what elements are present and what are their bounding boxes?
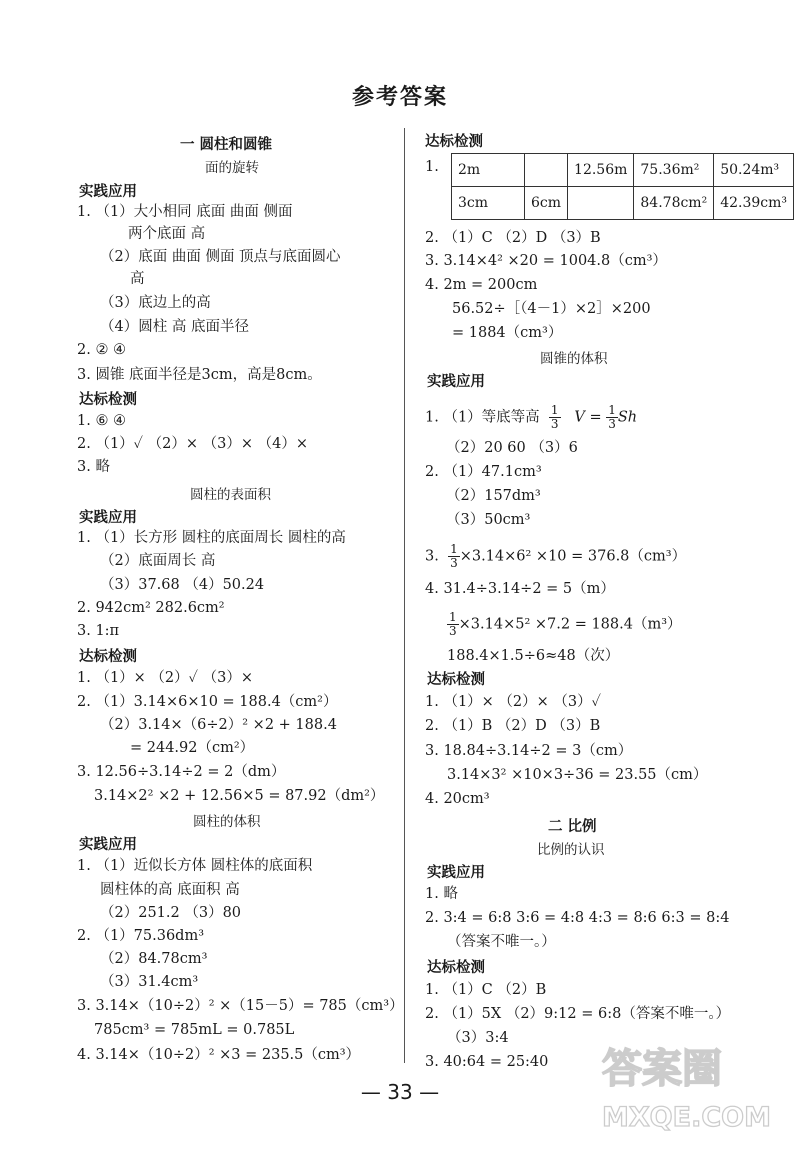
subsection-heading: 圆柱的表面积 (190, 487, 271, 503)
answer-text: ×3.14×6² ×10 = 376.8（cm³） (459, 548, 687, 565)
answer-line: 1. （1）大小相同 底面 曲面 侧面 (77, 204, 293, 220)
numerator: 1 (450, 542, 458, 556)
answer-line: （3）3:4 (447, 1030, 509, 1046)
section-heading: 实践应用 (427, 374, 485, 390)
numerator: 1 (550, 403, 559, 417)
answer-number: 3. (425, 548, 439, 565)
answer-line: 3. 圆锥 底面半径是3cm，高是8cm。 (77, 367, 322, 383)
section-heading: 实践应用 (427, 865, 485, 881)
subsection-heading: 圆锥的体积 (540, 351, 608, 367)
page-number: — 33 — (360, 1080, 440, 1104)
answer-line: 1. （1）长方形 圆柱的底面周长 圆柱的高 (77, 530, 346, 546)
answer-line: 1. （1）近似长方体 圆柱体的底面积 (77, 858, 313, 874)
answer-line: （3）50cm³ (446, 512, 531, 528)
table-cell: 50.24m³ (714, 154, 794, 187)
answer-line: 3. 略 (77, 459, 110, 475)
answer-line: 1. （1）× （2）✓ （3）× (77, 670, 253, 686)
answer-line: （2）251.2 （3）80 (100, 905, 242, 921)
cone-answer-3 (425, 543, 686, 570)
answer-line: 4. 31.4÷3.14÷2 = 5（m） (425, 581, 615, 597)
watermark-bottom-text: MXQE.COM (602, 1102, 771, 1133)
answer-line: 3. 18.84÷3.14÷2 = 3（cm） (425, 743, 633, 759)
answer-line: 圆柱体的高 底面积 高 (100, 882, 240, 898)
section-heading: 实践应用 (79, 510, 137, 526)
answer-line: 785cm³ = 785mL = 0.785L (94, 1022, 295, 1038)
answer-line: 1. （1）C （2）B (425, 982, 547, 998)
table-row (452, 154, 794, 187)
denominator: 3 (449, 624, 457, 638)
answer-line: 3. 12.56÷3.14÷2 = 2（dm） (77, 764, 286, 780)
fraction (549, 404, 561, 431)
answer-line: 2. ② ④ (77, 342, 127, 358)
table-cell: 2m (452, 154, 525, 187)
answer-line: 3. 3.14×（10÷2）² ×（15－5）= 785（cm³） (77, 998, 404, 1014)
table-cell (525, 154, 568, 187)
answer-line: 188.4×1.5÷6≈48（次） (447, 648, 620, 664)
subsection-heading: 圆柱的体积 (193, 814, 261, 830)
answer-line: 2. （1）C （2）D （3）B (425, 230, 601, 246)
answer-line: 4. 3.14×（10÷2）² ×3 = 235.5（cm³） (77, 1047, 361, 1063)
answer-line: （2）20 60 （3）6 (446, 440, 578, 456)
answer-line: 2. 942cm² 282.6cm² (77, 600, 225, 616)
table-row (452, 187, 794, 220)
section-heading: 达标检测 (427, 960, 485, 976)
answer-line: 3. 40:64 = 25:40 (425, 1054, 549, 1070)
table-cell: 84.78cm² (634, 187, 714, 220)
answer-line: 1. ⑥ ④ (77, 413, 127, 429)
answer-line: 3. 3.14×4² ×20 = 1004.8（cm³） (425, 253, 667, 269)
table-cell (568, 187, 634, 220)
answer-line: （4）圆柱 高 底面半径 (100, 319, 249, 335)
section-heading: 达标检测 (427, 672, 485, 688)
answer-line: （2）3.14×（6÷2）² ×2 + 188.4 (100, 717, 337, 733)
table-cell: 75.36m² (634, 154, 714, 187)
answer-line: 2. （1）3.14×6×10 = 188.4（cm²） (77, 694, 338, 710)
answer-line: 4. 2m = 200cm (425, 277, 538, 293)
watermark-logo (592, 1030, 782, 1140)
section-heading: 二 比例 (548, 819, 597, 835)
fraction (447, 611, 459, 638)
denominator: 3 (608, 417, 616, 431)
table-cell: 42.39cm³ (714, 187, 794, 220)
answer-line: （3）31.4cm³ (100, 974, 199, 990)
answer-line: 2. 3:4 = 6:8 3:6 = 4:8 4:3 = 8:6 6:3 = 8:4 (425, 910, 730, 926)
section-heading: 达标检测 (79, 392, 137, 408)
answer-line: 2. （1）5X （2）9:12 = 6:8（答案不唯一。） (425, 1006, 731, 1022)
numerator: 1 (449, 610, 457, 624)
subsection-heading: 比例的认识 (537, 842, 605, 858)
answer-line: 2. （1）75.36dm³ (77, 928, 205, 944)
answer-line: 两个底面 高 (128, 226, 206, 242)
answer-line: （3）底边上的高 (100, 295, 211, 311)
answer-line: 2. （1）✓ （2）× （3）× （4）× (77, 436, 308, 452)
denominator: 3 (550, 417, 559, 431)
section-heading: 达标检测 (425, 134, 483, 150)
numerator: 1 (608, 403, 616, 417)
fraction (448, 543, 460, 570)
answer-line: 3. 1:π (77, 623, 120, 639)
fraction (606, 404, 618, 431)
watermark-top-text: 答案圈 (602, 1046, 722, 1092)
denominator: 3 (450, 556, 458, 570)
answer-line: （2）84.78cm³ (100, 951, 208, 967)
column-divider (404, 128, 405, 1063)
answer-line: 2. （1）B （2）D （3）B (425, 718, 601, 734)
cone-answer-1 (425, 404, 637, 431)
answer-line: 4. 20cm³ (425, 791, 490, 807)
answer-line: （答案不唯一。） (447, 934, 556, 950)
subsection-heading: 面的旋转 (205, 160, 259, 176)
answer-line: 2. （1）47.1cm³ (425, 464, 542, 480)
table-cell: 12.56m (568, 154, 634, 187)
answer-line: 1. 略 (425, 886, 458, 902)
answer-line: 1. （1）× （2）× （3）✓ (425, 694, 601, 710)
answer-line: = 244.92（cm²） (130, 740, 255, 756)
answer-line: （2）底面 曲面 侧面 顶点与底面圆心 (100, 249, 341, 265)
answer-line: （2）157dm³ (446, 488, 541, 504)
section-heading: 一 圆柱和圆锥 (180, 137, 273, 153)
formula-text: V = (574, 409, 602, 426)
cone-answer-4b (447, 611, 682, 638)
section-heading: 实践应用 (79, 837, 137, 853)
table-cell: 6cm (525, 187, 568, 220)
answer-text: ×3.14×5² ×7.2 = 188.4（m³） (458, 616, 682, 633)
table-cell: 3cm (452, 187, 525, 220)
answer-text: 1. （1）等底等高 (425, 409, 540, 426)
answer-line: 56.52÷［（4－1）×2］×200 (452, 301, 651, 317)
page-title: 参考答案 (351, 85, 448, 110)
answer-line: = 1884（cm³） (452, 325, 563, 341)
answer-table (451, 153, 794, 220)
answer-line: （2）底面周长 高 (100, 553, 216, 569)
answer-line: 高 (130, 271, 145, 287)
answer-line: 3.14×3² ×10×3÷36 = 23.55（cm） (447, 767, 708, 783)
section-heading: 实践应用 (79, 184, 137, 200)
answer-line: 1. (425, 159, 439, 175)
answer-line: 3.14×2² ×2 + 12.56×5 = 87.92（dm²） (94, 788, 385, 804)
formula-text: Sh (617, 409, 638, 426)
answer-line: （3）37.68 （4）50.24 (100, 577, 265, 593)
section-heading: 达标检测 (79, 649, 137, 665)
